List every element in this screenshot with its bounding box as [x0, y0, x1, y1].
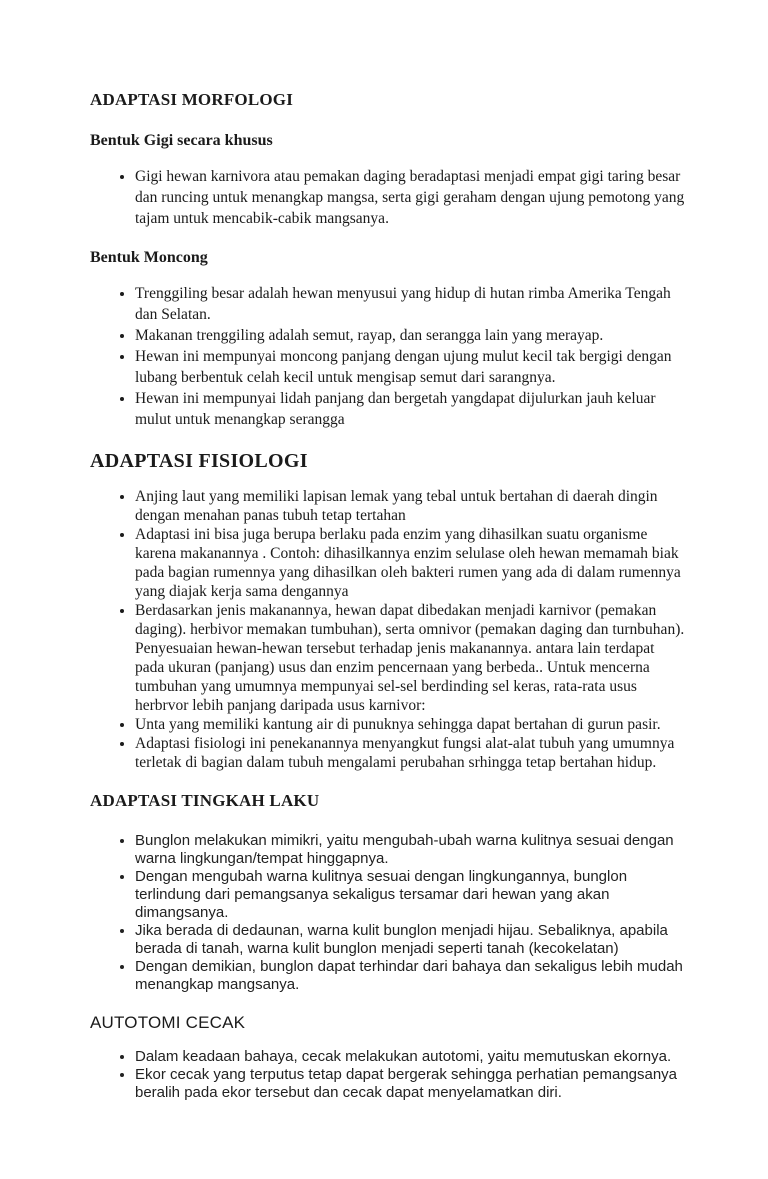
list-item: • Adaptasi fisiologi ini penekanannya menyangkut fungsi alat-alat tubuh yang umumnya terletak di bagian dalam tubuh mengalami perubahan srhingga tetap bertahan hidup. [135, 734, 686, 772]
list-item: • Anjing laut yang memiliki lapisan lemak yang tebal untuk bertahan di daerah dingin dengan menahan panas tubuh tetap tertahan [135, 487, 686, 525]
section-title-autotomi-cecak: AUTOTOMI CECAK [90, 1013, 246, 1032]
section-autotomi-cecak [90, 1013, 686, 1102]
list-item: • Makanan trenggiling adalah semut, rayap, dan serangga lain yang merayap. [135, 325, 686, 346]
list-item: • Dalam keadaan bahaya, cecak melakukan autotomi, yaitu memutuskan ekornya. [135, 1048, 686, 1066]
list-item: • Dengan mengubah warna kulitnya sesuai dengan lingkungannya, bunglon terlindung dari pemangsanya sekaligus tersamar dari hewan yang akan dimangsanya. [135, 868, 686, 922]
list-item: • Hewan ini mempunyai lidah panjang dan bergetah yangdapat dijulurkan jauh keluar mulut untuk menangkap serangga [135, 388, 686, 430]
list-item: • Adaptasi ini bisa juga berupa berlaku pada enzim yang dihasilkan suatu organisme karena makanannya . Contoh: dihasilkannya enzim selulase oleh hewan memamah biak pada bagian rumennya yang dihasilkan oleh bakteri rumen yang ada di dalam rumennya yang diajak kerja sama dengannya [135, 525, 686, 601]
bullet-list-bentuk-gigi [90, 166, 686, 229]
list-item: • Bunglon melakukan mimikri, yaitu mengubah-ubah warna kulitnya sesuai dengan warna lingkungan/tempat hinggapnya. [135, 832, 686, 868]
section-title-adaptasi-tingkah-laku: ADAPTASI TINGKAH LAKU [90, 791, 320, 810]
subsection-bentuk-moncong [90, 248, 686, 430]
section-adaptasi-fisiologi [90, 449, 686, 772]
list-item: • Ekor cecak yang terputus tetap dapat bergerak sehingga perhatian pemangsanya beralih pada ekor tersebut dan cecak dapat menyelamatkan diri. [135, 1066, 686, 1102]
bullet-list-bentuk-moncong [90, 283, 686, 430]
section-title-adaptasi-fisiologi: ADAPTASI FISIOLOGI [90, 450, 308, 472]
list-item: • Hewan ini mempunyai moncong panjang dengan ujung mulut kecil tak bergigi dengan lubang berbentuk celah kecil untuk mengisap semut dari sarangnya. [135, 346, 686, 388]
list-item: • Berdasarkan jenis makanannya, hewan dapat dibedakan menjadi karnivor (pemakan daging). herbivor memakan tumbuhan), serta omnivor (pemakan daging dan turnbuhan). Penyesuaian hewan-hewan tersebut terhadap jenis makanannya. antara lain terdapat pada ukuran (panjang) usus dan enzim pencernaan yang berbeda.. Untuk mencerna tumbuhan yang umumnya mempunyai sel-sel berdinding sel keras, rata-rata usus herbrvor lebih panjang daripada usus karnivor: [135, 601, 686, 715]
list-item: • Trenggiling besar adalah hewan menyusui yang hidup di hutan rimba Amerika Tengah dan Selatan. [135, 283, 686, 325]
subsection-title-bentuk-moncong: Bentuk Moncong [90, 249, 208, 266]
section-adaptasi-morfologi [90, 90, 686, 430]
list-item: • Jika berada di dedaunan, warna kulit bunglon menjadi hijau. Sebaliknya, apabila berada di tanah, warna kulit bunglon menjadi seperti tanah (kecokelatan) [135, 922, 686, 958]
subsection-title-bentuk-gigi: Bentuk Gigi secara khusus [90, 132, 273, 149]
list-item: • Dengan demikian, bunglon dapat terhindar dari bahaya dan sekaligus lebih mudah menangkap mangsanya. [135, 958, 686, 994]
list-item: • Unta yang memiliki kantung air di punuknya sehingga dapat bertahan di gurun pasir. [135, 715, 686, 734]
subsection-bentuk-gigi [90, 131, 686, 229]
bullet-list-adaptasi-fisiologi [90, 487, 686, 772]
section-title-adaptasi-morfologi: ADAPTASI MORFOLOGI [90, 90, 294, 109]
list-item: • Gigi hewan karnivora atau pemakan daging beradaptasi menjadi empat gigi taring besar dan runcing untuk menangkap mangsa, serta gigi geraham dengan ujung pemotong yang tajam untuk mencabik-cabik mangsanya. [135, 166, 686, 229]
section-adaptasi-tingkah-laku [90, 791, 686, 994]
bullet-list-adaptasi-tingkah-laku [90, 832, 686, 994]
bullet-list-autotomi-cecak [90, 1048, 686, 1102]
